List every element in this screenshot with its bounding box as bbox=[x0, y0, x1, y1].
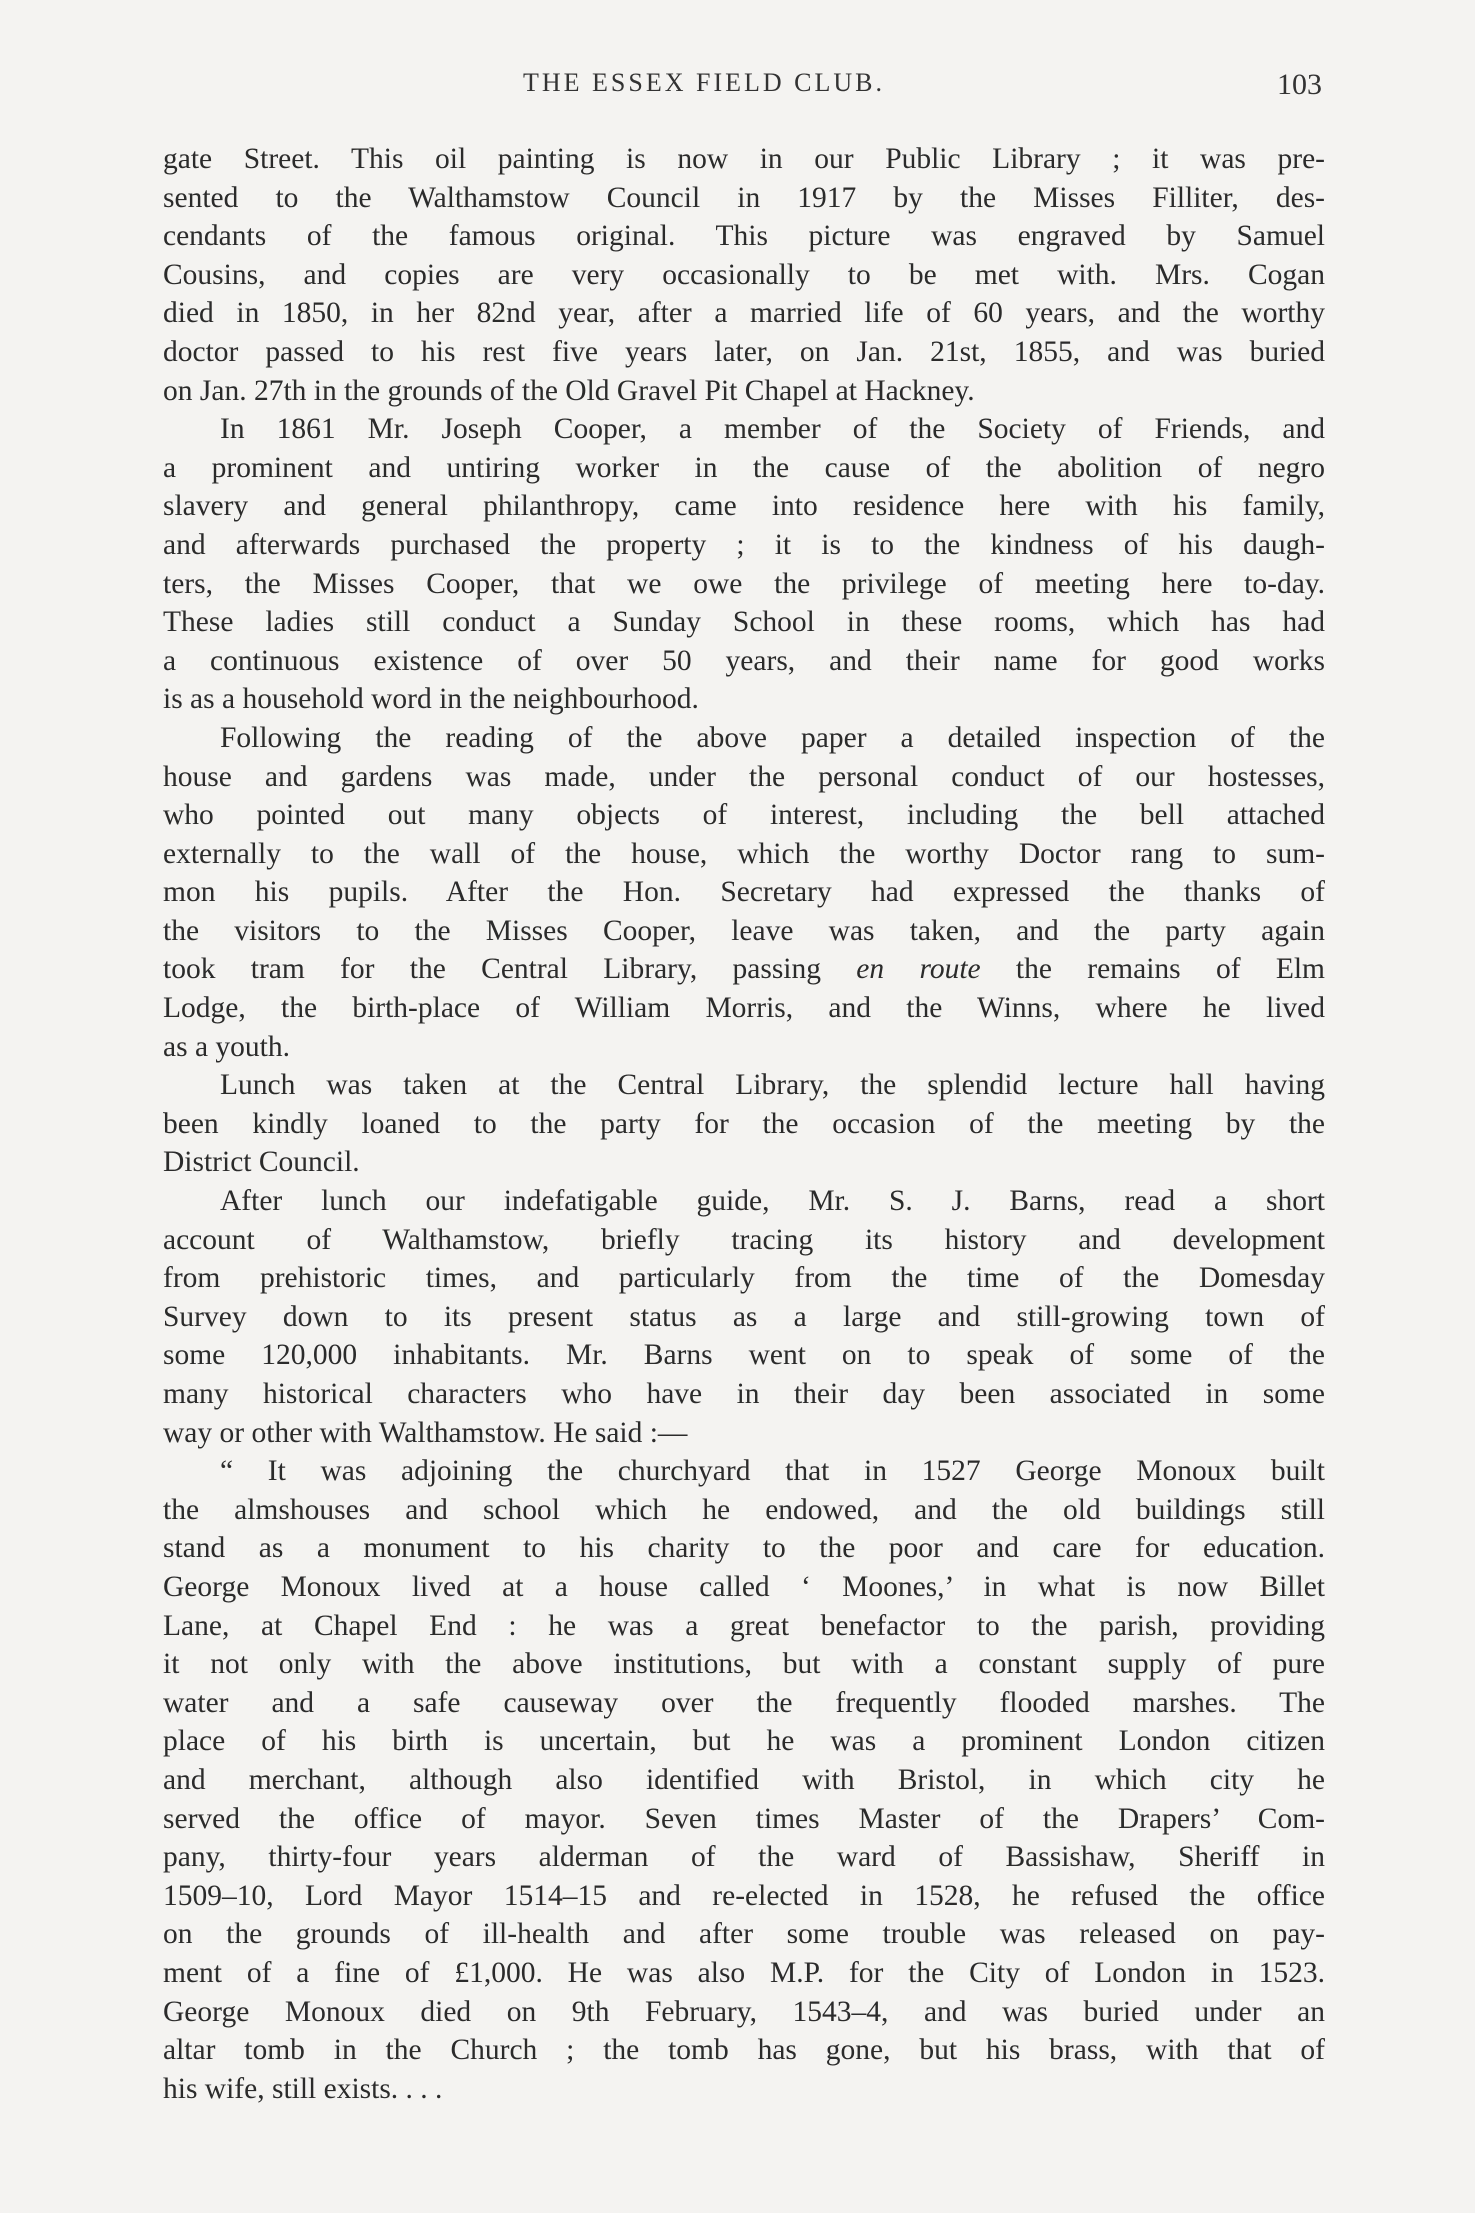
text-line: externally to the wall of the house, which the worthy Doctor rang to sum- bbox=[163, 837, 1325, 870]
text-line: In 1861 Mr. Joseph Cooper, a member of the Society of Friends, and bbox=[220, 413, 1325, 446]
text-line: account of Walthamstow, briefly tracing its history and development bbox=[163, 1223, 1325, 1256]
text-line: died in 1850, in her 82nd year, after a married life of 60 years, and the worthy bbox=[163, 297, 1325, 330]
text-line: George Monoux lived at a house called ‘ Moones,’ in what is now Billet bbox=[163, 1570, 1325, 1603]
text-line: some 120,000 inhabitants. Mr. Barns went on to speak of some of the bbox=[163, 1339, 1325, 1372]
text-line: his wife, still exists. . . . bbox=[163, 2072, 443, 2105]
text-line: a prominent and untiring worker in the cause of the abolition of negro bbox=[163, 451, 1325, 484]
text-line: a continuous existence of over 50 years, and their name for good works bbox=[163, 644, 1325, 677]
text-line: pany, thirty-four years alderman of the ward of Bassishaw, Sheriff in bbox=[163, 1841, 1325, 1874]
text-line: 1509–10, Lord Mayor 1514–15 and re-elected in 1528, he refused the office bbox=[163, 1879, 1325, 1912]
text-line: doctor passed to his rest five years later, on Jan. 21st, 1855, and was buried bbox=[163, 335, 1325, 368]
text-line: on Jan. 27th in the grounds of the Old Gravel Pit Chapel at Hackney. bbox=[163, 374, 975, 407]
text-line: been kindly loaned to the party for the occasion of the meeting by the bbox=[163, 1107, 1325, 1140]
text-line: cendants of the famous original. This picture was engraved by Samuel bbox=[163, 220, 1325, 253]
text-line: served the office of mayor. Seven times Master of the Drapers’ Com- bbox=[163, 1802, 1325, 1835]
text-line: took tram for the Central Library, passing en route the remains of Elm bbox=[163, 953, 1325, 986]
text-line: and merchant, although also identified with Bristol, in which city he bbox=[163, 1763, 1325, 1796]
page-number: 103 bbox=[1277, 68, 1322, 101]
text-line: water and a safe causeway over the frequently flooded marshes. The bbox=[163, 1686, 1325, 1719]
text-line: and afterwards purchased the property ; it is to the kindness of his daugh- bbox=[163, 528, 1325, 561]
text-line: gate Street. This oil painting is now in our Public Library ; it was pre- bbox=[163, 143, 1325, 175]
italic-phrase: en route bbox=[856, 953, 981, 986]
text-line: Cousins, and copies are very occasionally to be met with. Mrs. Cogan bbox=[163, 258, 1325, 291]
text-line: is as a household word in the neighbourhood. bbox=[163, 683, 699, 716]
text-line: many historical characters who have in their day been associated in some bbox=[163, 1378, 1325, 1410]
text-line: These ladies still conduct a Sunday School in these rooms, which has had bbox=[163, 606, 1325, 639]
text-line: District Council. bbox=[163, 1146, 360, 1179]
text-line: George Monoux died on 9th February, 1543–4, and was buried under an bbox=[163, 1995, 1325, 2028]
text-line: it not only with the above institutions, but with a constant supply of pure bbox=[163, 1648, 1325, 1681]
text-line: ment of a fine of £1,000. He was also M.P. for the City of London in 1523. bbox=[163, 1956, 1325, 1989]
text-line: slavery and general philanthropy, came into residence here with his family, bbox=[163, 490, 1325, 523]
text-line: the visitors to the Misses Cooper, leave was taken, and the party again bbox=[163, 914, 1325, 947]
running-head bbox=[0, 68, 1475, 108]
text-line: house and gardens was made, under the personal conduct of our hostesses, bbox=[163, 760, 1325, 793]
text-line: who pointed out many objects of interest, including the bell attached bbox=[163, 799, 1325, 832]
text-line: altar tomb in the Church ; the tomb has gone, but his brass, with that of bbox=[163, 2034, 1325, 2067]
text-line: Lane, at Chapel End : he was a great benefactor to the parish, providing bbox=[163, 1609, 1325, 1642]
text-line: Lunch was taken at the Central Library, the splendid lecture hall having bbox=[220, 1069, 1325, 1102]
text-line: as a youth. bbox=[163, 1030, 290, 1063]
text-line: mon his pupils. After the Hon. Secretary had expressed the thanks of bbox=[163, 876, 1325, 909]
text-line: on the grounds of ill-health and after some trouble was released on pay- bbox=[163, 1918, 1325, 1951]
text-line: “ It was adjoining the churchyard that in 1527 George Monoux built bbox=[220, 1455, 1325, 1488]
text-line: place of his birth is uncertain, but he was a prominent London citizen bbox=[163, 1725, 1325, 1758]
text-line: Lodge, the birth-place of William Morris, and the Winns, where he lived bbox=[163, 992, 1325, 1025]
text-line: sented to the Walthamstow Council in 1917 by the Misses Filliter, des- bbox=[163, 181, 1325, 214]
text-line: the almshouses and school which he endowed, and the old buildings still bbox=[163, 1493, 1325, 1526]
text-line: Survey down to its present status as a large and still-growing town of bbox=[163, 1300, 1325, 1333]
running-title: THE ESSEX FIELD CLUB. bbox=[523, 68, 885, 97]
body-text bbox=[163, 140, 1325, 2108]
text-line: After lunch our indefatigable guide, Mr. S. J. Barns, read a short bbox=[220, 1185, 1325, 1218]
text-line: stand as a monument to his charity to the poor and care for education. bbox=[163, 1532, 1325, 1565]
text-line: ters, the Misses Cooper, that we owe the privilege of meeting here to-day. bbox=[163, 567, 1325, 600]
text-line: way or other with Walthamstow. He said :— bbox=[163, 1416, 688, 1449]
text-line: from prehistoric times, and particularly from the time of the Domesday bbox=[163, 1262, 1325, 1295]
text-line: Following the reading of the above paper a detailed inspection of the bbox=[220, 721, 1325, 754]
